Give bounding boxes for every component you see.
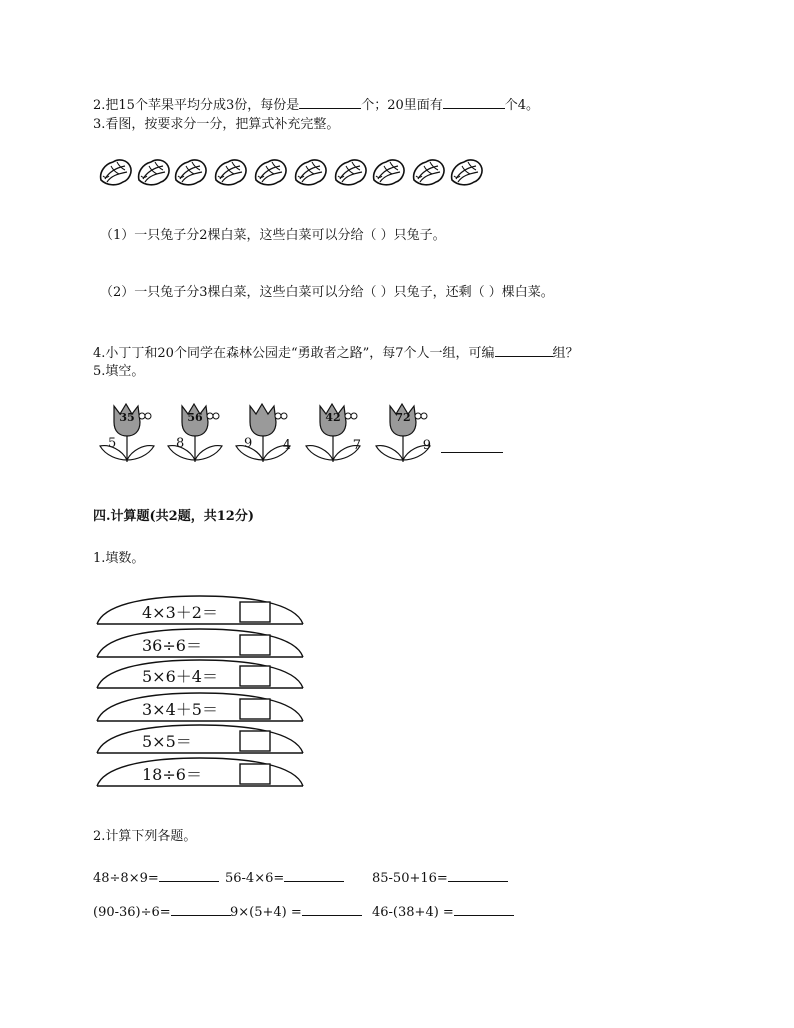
section-4-title: 四.计算题(共2题，共12分) [93,509,254,524]
calc2-answer-blank[interactable] [284,868,344,882]
arc-answer-box[interactable] [240,602,270,622]
q3-sub1: （1）一只兔子分2棵白菜，这些白菜可以分给（ ）只兔子。 [100,228,446,243]
calc2-expr: (90-36)÷6= [93,905,171,920]
cabbage-icon [212,152,248,192]
q4-text-1: 4.小丁丁和20个同学在森林公园走“勇敢者之路”，每7个人一组，可编 [93,346,495,361]
flower-right-number: 4 [282,438,291,453]
q2-text-2: 个；20里面有 [361,98,443,113]
calc2-row1-item1 [93,868,219,887]
calc2-expr: 48÷8×9= [93,871,159,886]
flower-icon [96,398,160,464]
cabbage-icon [332,152,368,192]
flower-icon [302,398,366,464]
cabbage-icon [370,152,406,192]
flower-icon [164,398,228,464]
calc2-row2-item3 [372,902,514,921]
q5-answer-blank[interactable] [441,452,503,453]
q2-answer-blank-2[interactable] [443,95,505,109]
cabbage-icon [292,152,328,192]
cabbage-icon [448,152,484,192]
calc2-answer-blank[interactable] [448,868,508,882]
flower-icon [232,398,296,464]
q4-text-2: 组？ [552,346,579,361]
cabbage-icon [135,152,171,192]
calc2-answer-blank[interactable] [454,902,514,916]
calc2-row1-item3 [372,868,508,887]
fill-number-arc [95,594,305,624]
cabbage-icon [172,152,208,192]
fill-number-arc [95,658,305,688]
flower-left-number: 9 [244,436,253,451]
flower-left-number: 8 [176,436,185,451]
q2-text-1: 2.把15个苹果平均分成3份，每份是 [93,98,300,113]
arc-expression: 5×5＝ [142,732,192,751]
calc2-row2-item2 [230,902,362,921]
calc2-expr: 56-4×6= [225,871,285,886]
calc2-answer-blank[interactable] [159,868,219,882]
flower-center-number: 56 [187,411,203,424]
arc-answer-box[interactable] [240,764,270,784]
calc2-expr: 9×(5+4) = [230,905,302,920]
calc2-row1-item2 [225,868,344,887]
calc2-row2-item1 [93,902,231,921]
flower-center-number: 42 [325,411,341,424]
calc2-title: 2.计算下列各题。 [93,829,197,844]
arc-expression: 36÷6＝ [142,636,202,655]
calc2-expr: 85-50+16= [372,871,448,886]
flower-right-number: 9 [422,438,431,453]
q2-text-3: 个4。 [504,98,540,113]
arc-answer-box[interactable] [240,635,270,655]
fill-number-arc [95,627,305,657]
fill-number-arc [95,723,305,753]
calc2-answer-blank[interactable] [171,902,231,916]
question-2 [93,95,539,114]
flower-right-number: 7 [352,438,361,453]
arc-answer-box[interactable] [240,731,270,751]
q3-title: 3.看图，按要求分一分，把算式补充完整。 [93,117,340,132]
flower-center-number: 72 [395,411,411,424]
arc-expression: 5×6＋4＝ [142,667,218,686]
cabbage-icon [252,152,288,192]
q3-sub2: （2）一只兔子分3棵白菜，这些白菜可以分给（ ）只兔子，还剩（ ）棵白菜。 [100,285,554,300]
arc-expression: 18÷6＝ [142,765,202,784]
calc2-expr: 46-(38+4) = [372,905,454,920]
flower-left-number: 5 [108,436,117,451]
arc-expression: 4×3＋2＝ [142,603,218,622]
flower-center-number: 35 [119,411,135,424]
flower-icon [372,398,436,464]
fill-number-arc [95,756,305,786]
fill-number-arc [95,691,305,721]
q2-answer-blank-1[interactable] [299,95,361,109]
q4-answer-blank[interactable] [495,343,553,357]
q5-title: 5.填空。 [93,364,145,379]
arc-expression: 3×4＋5＝ [142,700,218,719]
arc-answer-box[interactable] [240,699,270,719]
calc1-title: 1.填数。 [93,551,145,566]
question-4 [93,343,579,362]
cabbage-icon [410,152,446,192]
arc-answer-box[interactable] [240,666,270,686]
calc2-answer-blank[interactable] [302,902,362,916]
cabbage-icon [97,152,133,192]
